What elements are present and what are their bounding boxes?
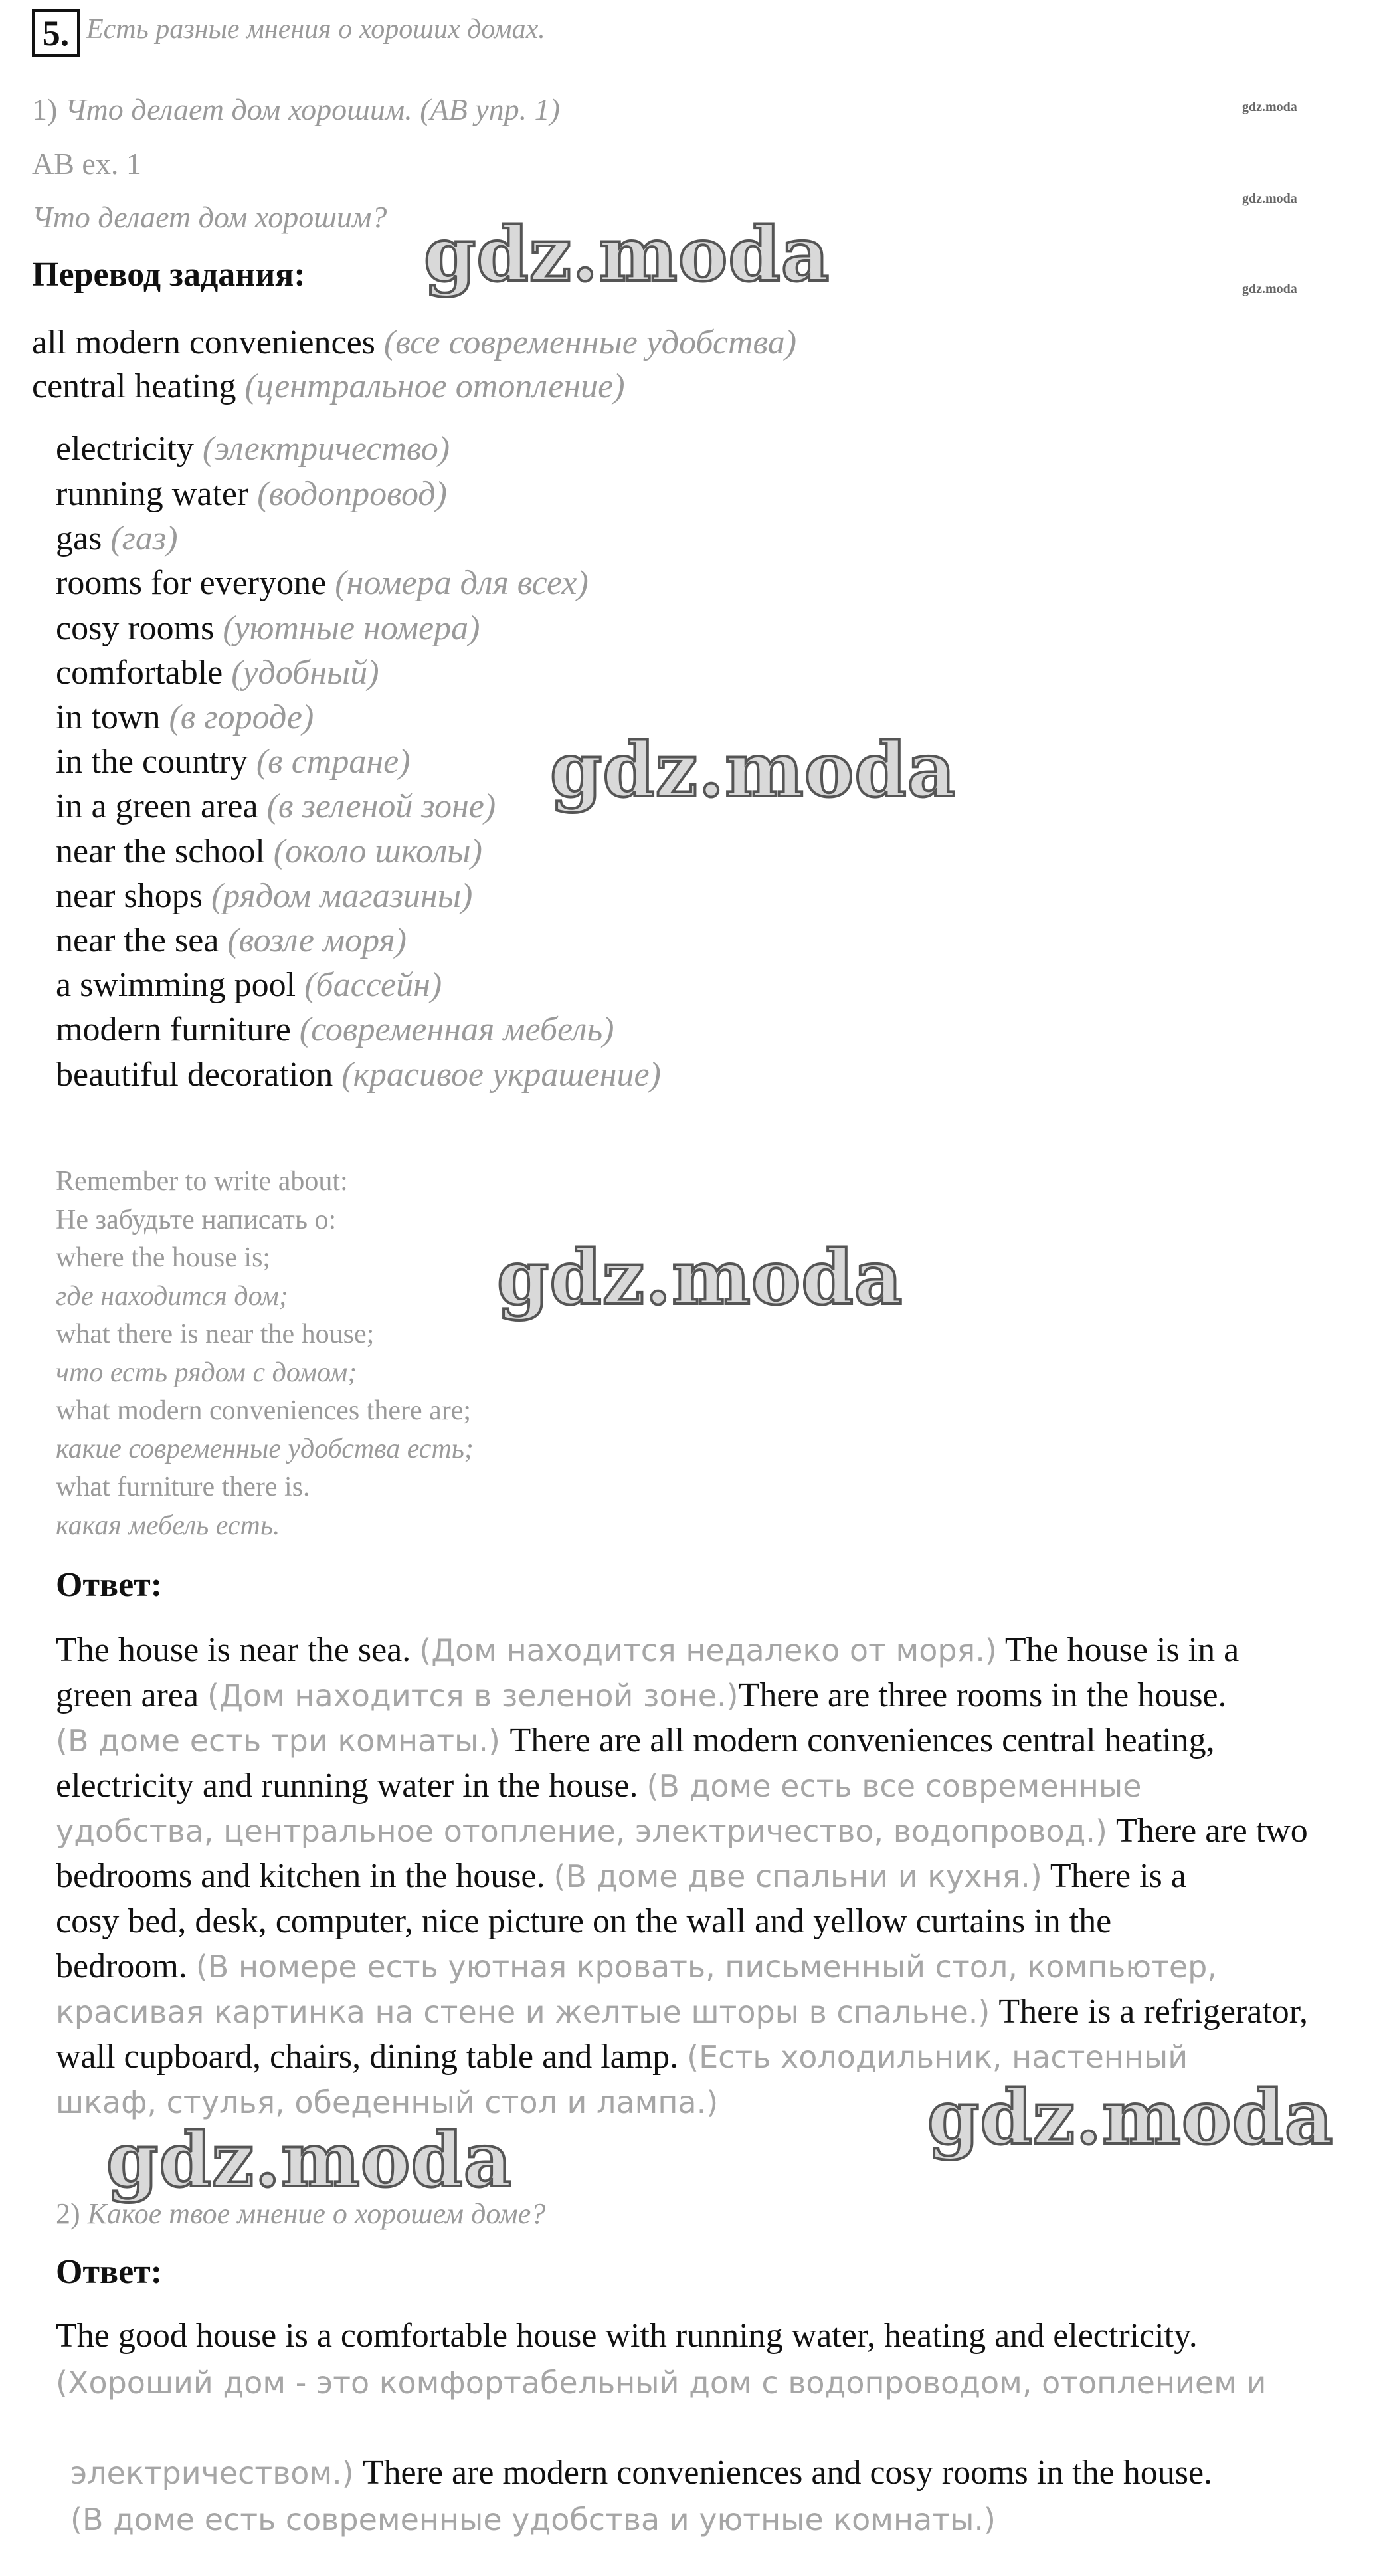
- answer-line: [56, 1676, 1227, 1715]
- vocab-english: gas: [56, 520, 111, 557]
- answer-russian-segment: (В доме две спальни и кухня.): [553, 1858, 1042, 1894]
- vocab-english: modern furniture: [56, 1011, 300, 1048]
- answer-english-segment: There is a refrigerator,: [990, 1993, 1309, 2031]
- vocab-item: [56, 1055, 661, 1094]
- answer-line: [56, 2363, 1266, 2402]
- watermark-logo-1: gdz.moda: [424, 211, 830, 298]
- answer-russian-segment: (В доме есть современные удобства и уютные комнаты.): [70, 2502, 996, 2537]
- reminder-line: Remember to write about:: [56, 1166, 348, 1197]
- vocab-item: [56, 965, 442, 1005]
- vocab-english: central heating: [32, 367, 245, 405]
- answer-russian-segment: электричеством.): [70, 2455, 354, 2491]
- vocab-english: in the country: [56, 743, 256, 781]
- vocab-russian: (водопровод): [257, 475, 447, 513]
- vocab-english: in town: [56, 698, 169, 736]
- vocab-english: electricity: [56, 430, 203, 468]
- vocab-english: all modern conveniences: [32, 324, 384, 361]
- answer-english-segment: There are modern conveniences and cosy rooms in the house.: [353, 2454, 1213, 2492]
- vocab-item: [32, 367, 625, 406]
- vocab-russian: (красивое украшение): [341, 1056, 661, 1094]
- reminder-line: что есть рядом с домом;: [56, 1357, 357, 1388]
- vocab-russian: (удобный): [231, 654, 379, 692]
- watermark-logo-4: gdz.moda: [927, 2074, 1334, 2161]
- task-number-box: 5.: [32, 9, 80, 57]
- vocab-item: [56, 563, 589, 603]
- vocab-english: in a green area: [56, 787, 267, 825]
- task-title: Есть разные мнения о хороших домах.: [86, 14, 545, 45]
- vocab-russian: (современная мебель): [299, 1011, 614, 1048]
- watermark-logo-2: gdz.moda: [550, 727, 957, 814]
- reminder-line: где находится дом;: [56, 1281, 288, 1312]
- watermark-logo-5: gdz.moda: [106, 2117, 513, 2204]
- vocab-item: [56, 787, 496, 826]
- vocab-russian: (бассейн): [304, 966, 442, 1004]
- vocab-russian: (рядом магазины): [211, 877, 473, 915]
- vocab-russian: (возле моря): [227, 922, 407, 959]
- answer-line: [56, 1811, 1308, 1850]
- answer-russian-segment: (В доме есть все современные: [646, 1768, 1142, 1804]
- vocab-item: [56, 519, 178, 558]
- watermark-small-2: gdz.moda: [1242, 191, 1297, 206]
- answer-line: [56, 2037, 1188, 2076]
- vocab-russian: (все современные удобства): [383, 324, 797, 361]
- vocab-item: [56, 609, 480, 648]
- answer-line: [70, 2453, 1212, 2492]
- answer-line: [56, 1947, 1217, 1986]
- answer-line: [56, 2316, 1198, 2355]
- answer-russian-segment: красивая картинка на стене и желтые шторы в спальне.): [56, 1994, 990, 2030]
- answer-russian-segment: (Дом находится недалеко от моря.): [419, 1633, 997, 1668]
- vocab-russian: (в зеленой зоне): [266, 787, 496, 825]
- reminder-line: какие современные удобства есть;: [56, 1434, 474, 1464]
- answer1-label: Ответ:: [56, 1566, 163, 1604]
- answer-line: [56, 1992, 1308, 2031]
- vocab-russian: (электричество): [202, 430, 450, 468]
- answer2-label: Ответ:: [56, 2253, 163, 2291]
- answer-russian-segment: (Дом находится в зеленой зоне.): [207, 1678, 739, 1714]
- vocab-english: beautiful decoration: [56, 1056, 342, 1094]
- watermark-logo-3: gdz.moda: [497, 1235, 903, 1322]
- vocab-item: [56, 474, 447, 514]
- vocab-russian: (уютные номера): [223, 609, 480, 647]
- answer-russian-segment: (Хороший дом - это комфортабельный дом с водопроводом, отоплением и: [56, 2365, 1267, 2401]
- answer-russian-segment: удобства, центральное отопление, электричество, водопровод.): [56, 1813, 1108, 1849]
- vocab-russian: (около школы): [273, 833, 482, 870]
- answer-russian-segment: (В номере есть уютная кровать, письменный стол, компьютер,: [195, 1949, 1218, 1985]
- answer-english-segment: green area: [56, 1676, 208, 1714]
- reminder-line: Не забудьте написать о:: [56, 1205, 337, 1235]
- part1-prompt: [32, 92, 560, 127]
- vocab-russian: (в стране): [256, 743, 411, 781]
- vocab-english: near the sea: [56, 922, 228, 959]
- answer-russian-segment: (Есть холодильник, настенный: [687, 2039, 1188, 2075]
- vocab-item: [32, 323, 796, 362]
- vocab-item: [56, 832, 482, 871]
- reminder-line: what there is near the house;: [56, 1319, 375, 1349]
- vocab-russian: (номера для всех): [335, 564, 589, 602]
- vocab-russian: (в городе): [169, 698, 314, 736]
- vocab-english: rooms for everyone: [56, 564, 335, 602]
- vocab-english: a swimming pool: [56, 966, 305, 1004]
- answer-line: [56, 1631, 1239, 1670]
- answer-english-segment: The house is near the sea.: [56, 1631, 420, 1669]
- translation-heading: Перевод задания:: [32, 256, 306, 294]
- answer-russian-segment: шкаф, стулья, обеденный стол и лампа.): [56, 2084, 719, 2120]
- vocab-russian: (центральное отопление): [244, 367, 625, 405]
- answer-english-segment: wall cupboard, chairs, dining table and lamp.: [56, 2038, 688, 2076]
- part1-prompt-text: Что делает дом хорошим. (AB упр. 1): [64, 92, 560, 126]
- answer-line: [56, 1721, 1215, 1760]
- part1-question: Что делает дом хорошим?: [32, 200, 387, 234]
- vocab-english: near the school: [56, 833, 274, 870]
- answer-english-segment: There is a: [1042, 1857, 1186, 1895]
- vocab-item: [56, 1010, 614, 1049]
- part1-prompt-number: 1): [32, 92, 58, 126]
- vocab-english: comfortable: [56, 654, 232, 692]
- reminder-line: what furniture there is.: [56, 1472, 310, 1502]
- answer-line: [56, 1766, 1141, 1805]
- answer-english-segment: There are all modern conveniences central heating,: [509, 1722, 1215, 1759]
- answer-english-segment: bedrooms and kitchen in the house.: [56, 1857, 554, 1895]
- vocab-item: [56, 653, 379, 692]
- vocab-english: near shops: [56, 877, 211, 915]
- answer-english-segment: bedroom.: [56, 1947, 196, 1985]
- answer-line: [56, 1856, 1186, 1896]
- answer-english-segment: There are two: [1107, 1812, 1308, 1850]
- vocab-item: [56, 876, 472, 916]
- watermark-small-1: gdz.moda: [1242, 100, 1297, 114]
- part2-prompt-text: Какое твое мнение о хорошем доме?: [87, 2197, 546, 2230]
- answer-line: [56, 2082, 718, 2122]
- answer-russian-segment: (В доме есть три комнаты.): [56, 1723, 510, 1759]
- answer-english-segment: The good house is a comfortable house with running water, heating and electricity.: [56, 2317, 1198, 2355]
- answer-line: [70, 2500, 996, 2539]
- answer-english-segment: cosy bed, desk, computer, nice picture on the wall and yellow curtains in the: [56, 1902, 1112, 1940]
- vocab-item: [56, 429, 450, 468]
- answer-english-segment: There are three rooms in the house.: [738, 1676, 1227, 1714]
- reminder-line: what modern conveniences there are;: [56, 1395, 472, 1426]
- answer-english-segment: The house is in a: [996, 1631, 1240, 1669]
- vocab-english: cosy rooms: [56, 609, 223, 647]
- reminder-line: какая мебель есть.: [56, 1510, 280, 1541]
- vocab-item: [56, 698, 314, 737]
- answer-english-segment: electricity and running water in the house.: [56, 1767, 647, 1805]
- reminder-line: where the house is;: [56, 1242, 271, 1273]
- vocab-item: [56, 742, 411, 781]
- answer-line: [56, 1902, 1111, 1941]
- part2-prompt-number: 2): [56, 2197, 80, 2230]
- vocab-item: [56, 921, 407, 960]
- vocab-russian: (газ): [110, 520, 178, 557]
- ab-exercise-label: AB ex. 1: [32, 147, 141, 181]
- vocab-english: running water: [56, 475, 258, 513]
- watermark-small-3: gdz.moda: [1242, 282, 1297, 296]
